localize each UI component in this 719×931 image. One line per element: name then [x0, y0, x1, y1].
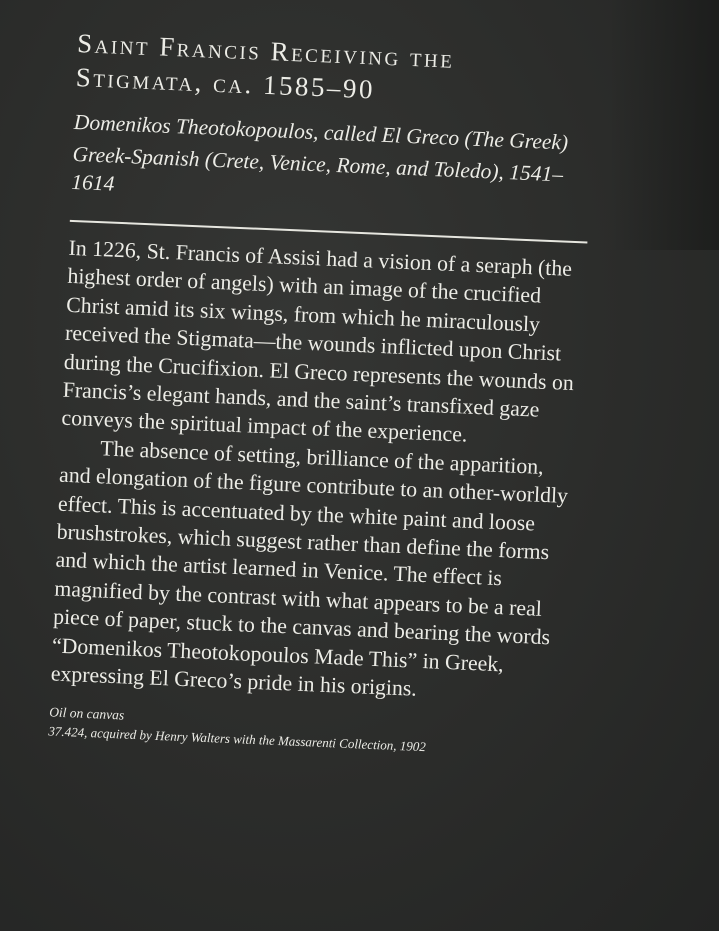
title-line-1: Saint Francis Receiving the: [76, 27, 456, 74]
museum-label-plaque: [41, 26, 637, 929]
label-body: [50, 234, 589, 710]
artist-name: Domenikos Theotokopoulos, called El Greco (The Greek): [73, 109, 569, 155]
artist-nationality-dates: Greek-Spanish (Crete, Venice, Rome, and Toledo), 1541–1614: [70, 141, 564, 196]
title-line-2: Stigmata, ca. 1585–90: [75, 61, 376, 105]
paragraph-2: The absence of setting, brilliance of the apparition, and elongation of the figure contribute to an other-worldly effect. This is accentuated by the white paint and loose brushstrokes, which suggest rather than define the forms and which the artist learned in Venice. The effect is magnified by the contrast with what appears to be a real piece of paper, stuck to the canvas and bearing the words “Domenikos Theotokopoulos Made This” in Greek, expressing El Greco’s pride in his origins.: [50, 436, 569, 701]
accession-line: 37.424, acquired by Henry Walters with the Massarenti Collection, 1902: [48, 722, 427, 754]
paragraph-1: In 1226, St. Francis of Assisi had a vision of a seraph (the highest order of angels) with an image of the crucified Christ amid its six wings, from which he miraculously received the Stigmata—the wounds inflicted upon Christ during the Crucifixion. El Greco represents the wounds on Francis’s elegant hands, and the saint’s transfixed gaze conveys the spiritual impact of the experience.: [61, 235, 575, 448]
medium-line: Oil on canvas: [48, 703, 125, 723]
